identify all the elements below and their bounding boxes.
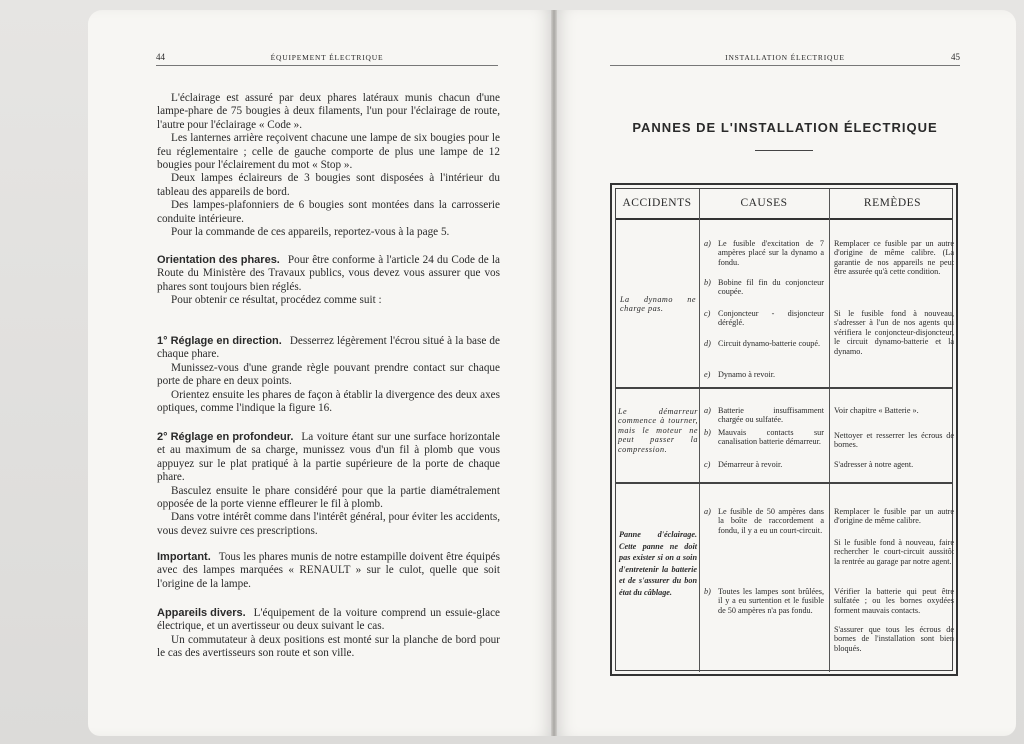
cause-item <box>704 309 824 328</box>
cause-item <box>704 339 824 348</box>
accident-cell: La dynamo ne charge pas. <box>620 295 696 314</box>
cause-item <box>704 406 824 425</box>
cause-label: a) <box>704 507 711 516</box>
remedy-cell: Remplacer le fusible par un autre d'origine de même calibre. <box>834 507 954 526</box>
cause-item <box>704 587 824 615</box>
cause-text: Dynamo à revoir. <box>718 370 776 379</box>
troubleshooting-table <box>610 183 958 676</box>
paragraph: Pour la commande de ces appareils, reportez-vous à la page 5. <box>171 226 450 239</box>
cause-label: b) <box>704 587 711 596</box>
left-page-number: 44 <box>156 52 165 62</box>
paragraph: Munissez-vous d'une grande règle pouvant prendre contact sur chaque porte de phare en deux points. <box>157 361 500 388</box>
remedy-cell: Si le fusible fond à nouveau, s'adresser à l'un de nos agents qui vérifiera le conjoncteur-disjoncteur, le circuit dynamo-batterie et la dynamo. <box>834 309 954 356</box>
remedy-cell: Vérifier la batterie qui peut être sulfatée ; ou les bornes oxydées forment mauvais contacts. <box>834 587 954 615</box>
remedy-cell: S'assurer que tous les écrous de bornes de l'installation sont bien bloqués. <box>834 625 954 653</box>
cause-text: Circuit dynamo-batterie coupé. <box>718 339 821 348</box>
section-reglage-direction <box>157 335 500 415</box>
cause-label: b) <box>704 278 711 287</box>
remedy-cell: Nettoyer et resserrer les écrous de bornes. <box>834 431 954 450</box>
paragraph: Deux lampes éclaireurs de 3 bougies sont disposées à l'intérieur du tableau des appareils de bord. <box>157 172 500 198</box>
paragraph: Pour obtenir ce résultat, procédez comme suit : <box>171 294 382 307</box>
left-running-header <box>156 52 498 66</box>
header-causes: CAUSES <box>740 197 788 209</box>
cause-text: Mauvais contacts sur canalisation batterie démarreur. <box>718 428 824 447</box>
cause-text: Toutes les lampes sont brûlées, il y a eu surtention et le fusible de 50 ampères n'a pas fondu. <box>718 587 824 615</box>
left-running-title: ÉQUIPEMENT ÉLECTRIQUE <box>270 53 384 62</box>
cause-text: Le fusible d'excitation de 7 ampères placé sur la dynamo a fondu. <box>718 239 824 267</box>
remedy-cell: S'adresser à notre agent. <box>834 460 914 469</box>
header-accidents: ACCIDENTS <box>622 197 692 209</box>
cause-item <box>704 370 824 379</box>
paragraph: La voiture étant sur une surface horizontale et au maximum de sa charge, munissez vous d'un fil à plomb que vous appuyez sur le plat pratiqué à la partie supérieure de la porte de chaque phare. <box>157 431 500 484</box>
remedy-cell: Remplacer ce fusible par un autre d'origine de même calibre. (La garantie de nos appareils ne peut être assurée qu'à cette condition. <box>834 239 954 277</box>
title-rule <box>755 150 813 151</box>
cause-item <box>704 239 824 267</box>
cause-text: Batterie insuffisamment chargée ou sulfatée. <box>718 406 824 425</box>
paragraph: Des lampes-plafonniers de 6 bougies sont montées dans la carrosserie conduite intérieure. <box>157 199 500 225</box>
section-heading: 2° Réglage en profondeur. <box>157 431 294 443</box>
cause-label: c) <box>704 460 711 469</box>
cause-label: b) <box>704 428 711 437</box>
column-divider <box>699 189 700 672</box>
cause-text: Conjoncteur - disjoncteur déréglé. <box>718 309 824 328</box>
section-important <box>157 551 500 591</box>
section-appareils-divers <box>157 607 500 661</box>
accident-cell: Panne d'éclairage. Cette panne ne doit pas exister si on a soin d'entretenir la batterie et de s'assurer du bon état du câblage. <box>619 530 697 597</box>
paragraph: Un commutateur à deux positions est monté sur la planche de bord pour le cas des avertisseurs son route et son ville. <box>157 633 500 660</box>
header-remedes: REMÈDES <box>863 197 922 209</box>
table-header-row <box>616 189 952 220</box>
right-page-number: 45 <box>951 52 960 62</box>
paragraph: Desserrez légèrement l'écrou situé à la base de chaque phare. <box>157 335 500 361</box>
right-running-header <box>610 52 960 66</box>
cause-item <box>704 507 824 535</box>
paragraph: Pour être conforme à l'article 24 du Code de la Route du Ministère des Travaux publics, vous devez vous assurer que vos phares sont toujours bien réglés. <box>157 254 500 293</box>
cause-text: Bobine fil fin du conjoncteur coupée. <box>718 278 824 297</box>
row-divider <box>616 482 952 484</box>
paragraph: Tous les phares munis de notre estampille doivent être équipés avec des lampes marquées « RENAULT » sur le culot, quelle que soit l'origine de la lampe. <box>157 551 500 590</box>
cause-label: c) <box>704 309 711 318</box>
column-divider <box>829 189 830 672</box>
cause-item <box>704 428 824 447</box>
intro-text <box>157 92 500 239</box>
cause-label: e) <box>704 370 711 379</box>
section-heading: 1° Réglage en direction. <box>157 335 282 347</box>
page-title: PANNES DE L'INSTALLATION ÉLECTRIQUE <box>632 120 938 135</box>
paragraph: Orientez ensuite les phares de façon à établir la divergence des deux axes optiques, comme l'indique la figure 16. <box>157 388 500 415</box>
table-inner-border <box>615 188 953 671</box>
book-gutter <box>551 10 557 736</box>
paragraph: Les lanternes arrière reçoivent chacune une lampe de six bougies pour le feu réglementaire ; celle de gauche comporte de plus une lampe de 12 bougies pour l'éclairement du mot « Stop ». <box>157 132 500 172</box>
cause-label: a) <box>704 406 711 415</box>
section-heading: Orientation des phares. <box>157 254 280 266</box>
paragraph: L'éclairage est assuré par deux phares latéraux munis chacun d'une lampe-phare de 75 bougies à deux filaments, l'un pour l'éclairage de route, l'autre pour l'éclairage « Code ». <box>157 92 500 131</box>
remedy-cell: Si le fusible fond à nouveau, faire rechercher le court-circuit aussitôt la rentrée au garage par notre agent. <box>834 538 954 566</box>
cause-item <box>704 278 824 297</box>
row-divider <box>616 387 952 389</box>
cause-text: Démarreur à revoir. <box>718 460 783 469</box>
cause-text: Le fusible de 50 ampères dans la boîte de raccordement a fondu, il y a eu un court-circuit. <box>718 507 824 535</box>
remedy-cell: Voir chapitre « Batterie ». <box>834 406 919 415</box>
paragraph: Dans votre intérêt comme dans l'intérêt général, pour éviter les accidents, vous devez suivre ces prescriptions. <box>157 511 500 537</box>
section-orientation <box>157 254 500 308</box>
section-heading: Appareils divers. <box>157 607 246 619</box>
section-heading: Important. <box>157 551 211 563</box>
paragraph: L'équipement de la voiture comprend un essuie-glace électrique, et un avertisseur ou deux suivant le cas. <box>157 607 500 633</box>
right-running-title: INSTALLATION ÉLECTRIQUE <box>725 53 845 62</box>
cause-label: d) <box>704 339 711 348</box>
cause-item <box>704 460 824 469</box>
paragraph: Basculez ensuite le phare considéré pour que la partie diamétralement opposée de la porte vienne effleurer le fil à plomb. <box>157 484 500 511</box>
section-reglage-profondeur <box>157 431 500 538</box>
cause-label: a) <box>704 239 711 248</box>
accident-cell: Le démarreur commence à tourner, mais le moteur ne peut passer la compression. <box>618 407 698 454</box>
